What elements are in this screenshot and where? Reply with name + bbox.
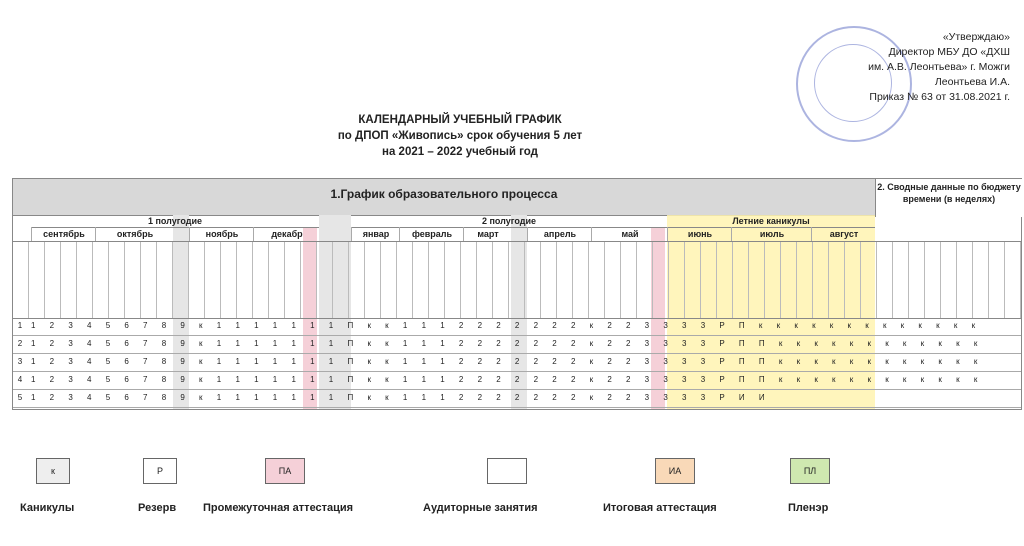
row-cells: 1 2 3 4 5 6 7 8 9 к 1 1 1 1 1 1 1 П к к 1 1 1 2 2 2 2 2 2 2 к 2 2 3 3 3 3 Р П П к к к к к к к к к к к к [31, 357, 984, 366]
title-line: по ДПОП «Живопись» срок обучения 5 лет [337, 130, 583, 142]
class-number: 4 [17, 375, 23, 384]
summer-header: Летние каникулы [667, 215, 875, 228]
approval-line: им. А.В. Леонтьева» г. Можги [868, 61, 1010, 73]
table-row [13, 317, 1021, 336]
semester-1-header: 1 полугодие [31, 215, 319, 228]
month-header: декабр [253, 227, 320, 241]
approval-line: «Утверждаю» [942, 31, 1010, 43]
legend-swatch-plein-air: ПЛ [790, 458, 830, 484]
class-number: 5 [17, 393, 23, 402]
row-cells: 1 2 3 4 5 6 7 8 9 к 1 1 1 1 1 1 1 П к к 1 1 1 2 2 2 2 2 2 2 к 2 2 3 3 3 3 Р П к к к к к к к к к к к к к [31, 321, 982, 330]
section-title: 1.График образовательного процесса [13, 179, 875, 216]
legend-label: Резерв [138, 502, 177, 514]
month-header: январ [351, 227, 400, 241]
legend-label: Каникулы [20, 502, 75, 514]
legend-swatch-reserve: Р [143, 458, 177, 484]
table-row [13, 371, 1021, 390]
month-header: октябрь [95, 227, 174, 241]
month-header: март [463, 227, 512, 241]
legend-label: Пленэр [788, 502, 829, 514]
summary-title: 2. Сводные данные по бюджету времени (в неделях) [875, 179, 1022, 217]
title-line: КАЛЕНДАРНЫЙ УЧЕБНЫЙ ГРАФИК [358, 114, 562, 126]
legend-label: Итоговая аттестация [603, 502, 717, 514]
row-cells: 1 2 3 4 5 6 7 8 9 к 1 1 1 1 1 1 1 П к к 1 1 1 2 2 2 2 2 2 2 к 2 2 3 3 3 3 Р П П к к к к к к к к к к к к [31, 375, 984, 384]
legend-label: Промежуточная аттестация [203, 502, 354, 514]
table-row [13, 335, 1021, 354]
month-header: февраль [399, 227, 464, 241]
schedule-table [12, 178, 1022, 410]
approval-block [868, 30, 1010, 105]
legend-swatch-holidays: к [36, 458, 70, 484]
title-line: на 2021 – 2022 учебный год [382, 146, 538, 158]
class-number: 3 [17, 357, 23, 366]
document-title [300, 112, 620, 160]
legend-swatch-final: ИА [655, 458, 695, 484]
row-cells: 1 2 3 4 5 6 7 8 9 к 1 1 1 1 1 1 1 П к к 1 1 1 2 2 2 2 2 2 2 к 2 2 3 3 3 3 Р П П к к к к к к к к к к к к [31, 339, 984, 348]
class-number: 1 [17, 321, 23, 330]
legend-label: Аудиторные занятия [423, 502, 538, 514]
approval-line: Директор МБУ ДО «ДХШ [888, 46, 1010, 58]
table-row [13, 389, 1021, 408]
month-header: август [811, 227, 876, 241]
approval-line: Леонтьева И.А. [934, 76, 1010, 88]
month-header: апрель [527, 227, 592, 241]
legend-swatch-intermediate: ПА [265, 458, 305, 484]
month-header: май [591, 227, 668, 241]
table-row [13, 353, 1021, 372]
week-ranges-row [13, 241, 1021, 319]
approval-line: Приказ № 63 от 31.08.2021 г. [869, 91, 1010, 103]
row-cells: 1 2 3 4 5 6 7 8 9 к 1 1 1 1 1 1 1 П к к 1 1 1 2 2 2 2 2 2 2 к 2 2 3 3 3 3 Р И И [31, 393, 771, 402]
month-header: сентябрь [31, 227, 96, 241]
month-header: ноябрь [189, 227, 254, 241]
class-number: 2 [17, 339, 23, 348]
semester-2-header: 2 полугодие [351, 215, 667, 228]
month-header: июль [731, 227, 812, 241]
legend-swatch-classes [487, 458, 527, 484]
month-header: июнь [667, 227, 732, 241]
